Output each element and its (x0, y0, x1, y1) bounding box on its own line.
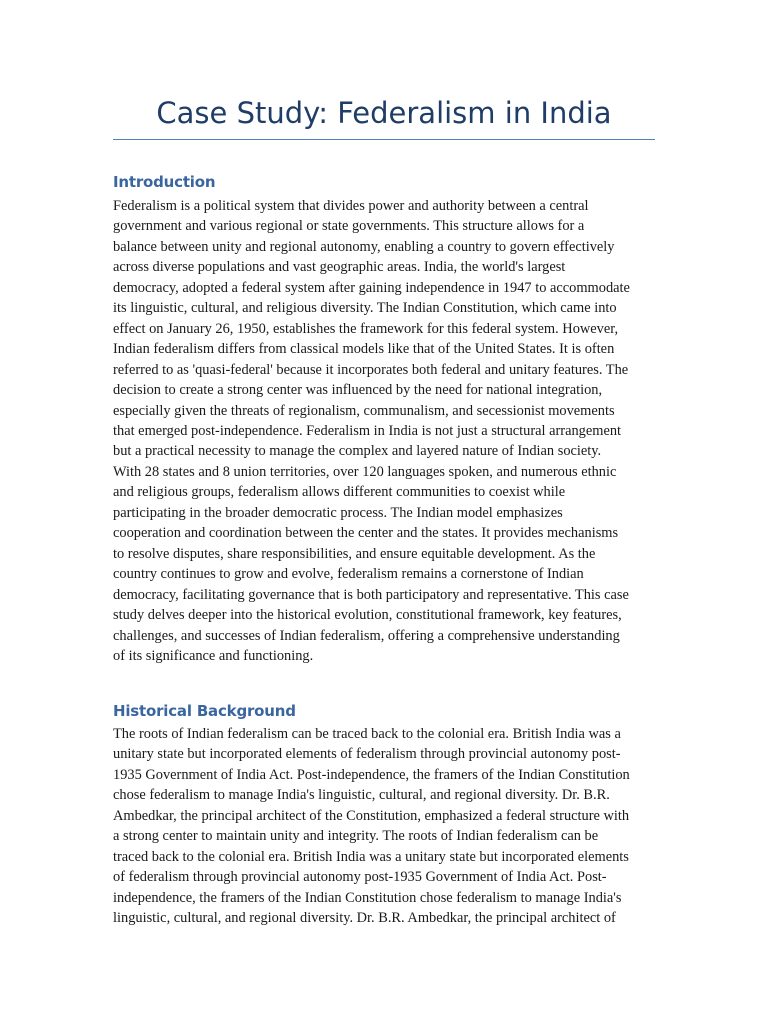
paragraph-line: referred to as 'quasi-federal' because it incorporates both federal and unitary features. The (113, 361, 629, 378)
document-title: Case Study: Federalism in India (156, 96, 612, 130)
paragraph-line: government and various regional or state governments. This structure allows for a (113, 218, 585, 235)
paragraph-line: independence, the framers of the Indian Constitution chose federalism to manage India's (113, 889, 622, 906)
section-heading-introduction: Introduction (113, 173, 216, 191)
paragraph-line: a strong center to maintain unity and integrity. The roots of Indian federalism can be (113, 828, 599, 845)
paragraph-line: chose federalism to manage India's linguistic, cultural, and regional diversity. Dr. B.R. (113, 787, 610, 804)
paragraph-line: its linguistic, cultural, and religious diversity. The Indian Constitution, which came into (113, 300, 617, 317)
paragraph-line: across diverse populations and vast geographic areas. India, the world's largest (113, 259, 566, 276)
paragraph-line: unitary state but incorporated elements of federalism through provincial autonomy post- (113, 746, 621, 763)
paragraph-line: decision to create a strong center was influenced by the need for national integration, (113, 382, 603, 399)
section-body-introduction (113, 196, 657, 666)
paragraph-line: Indian federalism differs from classical models like that of the United States. It is often (113, 341, 615, 358)
paragraph-line: Federalism is a political system that divides power and authority between a central (113, 198, 589, 214)
paragraph-line: effect on January 26, 1950, establishes the framework for this federal system. However, (113, 320, 619, 337)
paragraph-line: participating in the broader democratic process. The Indian model emphasizes (113, 504, 563, 521)
paragraph-line: With 28 states and 8 union territories, over 120 languages spoken, and numerous ethnic (113, 463, 617, 480)
paragraph-line: of federalism through provincial autonomy post-1935 Government of India Act. Post- (113, 869, 607, 886)
paragraph-line: balance between unity and regional autonomy, enabling a country to govern effectively (113, 238, 615, 255)
section-heading-historical-background: Historical Background (113, 702, 296, 720)
paragraph-line: country continues to grow and evolve, federalism remains a cornerstone of Indian (113, 566, 584, 583)
paragraph-line: traced back to the colonial era. British India was a unitary state but incorporated elements (113, 848, 629, 865)
title-divider (113, 139, 655, 140)
paragraph-line: and religious groups, federalism allows different communities to coexist while (113, 484, 566, 501)
paragraph-line: challenges, and successes of Indian federalism, offering a comprehensive understanding (113, 627, 620, 644)
paragraph-line: of its significance and functioning. (113, 647, 314, 664)
paragraph-line: linguistic, cultural, and regional diversity. Dr. B.R. Ambedkar, the principal architect of (113, 910, 616, 927)
paragraph-line: democracy, facilitating governance that is both participatory and representative. This case (113, 586, 629, 603)
paragraph-line: to resolve disputes, share responsibilities, and ensure equitable development. As the (113, 545, 596, 562)
paragraph-line: Ambedkar, the principal architect of the Constitution, emphasized a federal structure with (113, 807, 630, 824)
paragraph-line: cooperation and coordination between the center and the states. It provides mechanisms (113, 525, 619, 542)
paragraph-line: 1935 Government of India Act. Post-independence, the framers of the Indian Constitution (113, 766, 630, 783)
paragraph-line: democracy, adopted a federal system after gaining independence in 1947 to accommodate (113, 279, 630, 296)
paragraph-line: especially given the threats of regionalism, communalism, and secessionist movements (113, 402, 615, 419)
paragraph-line: that emerged post-independence. Federalism in India is not just a structural arrangement (113, 422, 622, 439)
paragraph-line: study delves deeper into the historical evolution, constitutional framework, key features, (113, 607, 622, 624)
paragraph-line: but a practical necessity to manage the complex and layered nature of Indian society. (113, 443, 602, 460)
section-body-historical-background (113, 724, 657, 929)
paragraph-line: The roots of Indian federalism can be traced back to the colonial era. British India was a (113, 726, 621, 742)
